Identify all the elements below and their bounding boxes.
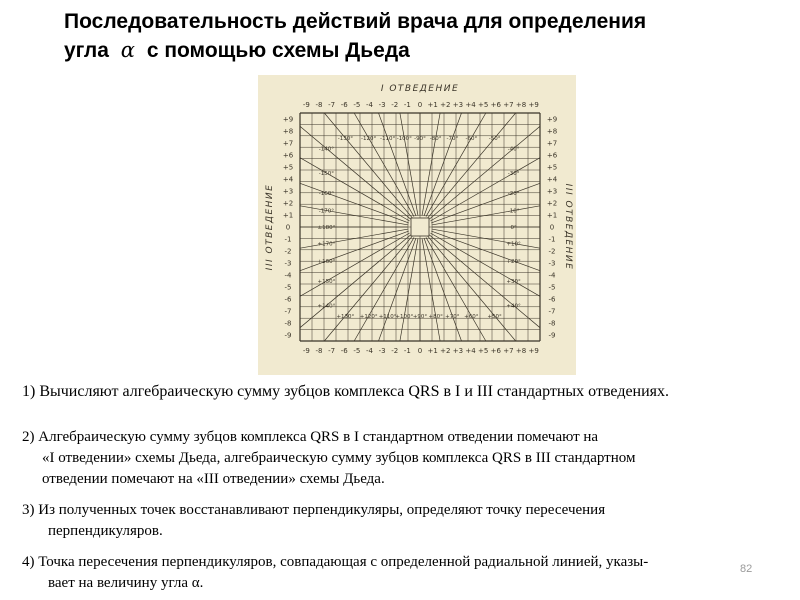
bottom-tick: +3 — [452, 347, 464, 355]
angle-label: +130° — [336, 313, 355, 320]
title-line-1: Последовательность действий врача для определения — [64, 10, 647, 33]
left-tick: +5 — [282, 163, 294, 172]
radial-line — [400, 113, 418, 215]
top-tick: +2 — [440, 101, 451, 109]
step-2 — [22, 427, 782, 490]
angle-label: -120° — [361, 136, 377, 143]
left-tick: -3 — [284, 259, 292, 268]
angle-label: -160° — [318, 190, 335, 197]
left-tick: +6 — [282, 151, 294, 160]
top-tick: -4 — [365, 101, 373, 109]
angle-label: 0° — [510, 225, 517, 231]
angle-label: +50° — [487, 313, 502, 320]
angle-label: -130° — [337, 136, 354, 143]
left-tick: +7 — [282, 139, 294, 148]
angle-label: -100° — [396, 136, 412, 143]
angle-label: +60° — [464, 313, 479, 320]
bottom-tick: -6 — [340, 347, 348, 355]
radial-line — [324, 236, 412, 341]
right-tick: -1 — [548, 235, 556, 244]
angle-label: +150° — [317, 279, 336, 286]
page-number: 82 — [740, 563, 753, 575]
title-line-2 — [64, 36, 764, 65]
slide-title — [64, 8, 764, 65]
top-tick: -1 — [403, 101, 411, 109]
radial-line — [422, 113, 440, 215]
right-tick: +6 — [546, 151, 558, 160]
step-3-line-1: 3) Из полученных точек восстанавливают перпендикуляры, определяют точку пересечения — [22, 502, 606, 518]
angle-label: +90° — [412, 313, 428, 320]
left-tick: +9 — [282, 115, 294, 124]
top-tick: +5 — [477, 101, 489, 109]
right-tick: +3 — [546, 187, 558, 196]
bottom-tick: -2 — [391, 347, 399, 355]
title-line-2-end: с помощью схемы Дьеда — [146, 39, 410, 62]
top-tick: -6 — [340, 101, 348, 109]
bottom-tick: +7 — [503, 347, 514, 355]
title-line-2-start: угла — [64, 39, 109, 62]
top-tick: +4 — [465, 101, 476, 109]
angle-label: -80° — [429, 136, 442, 143]
angle-label: +40° — [506, 303, 521, 310]
right-tick: 0 — [549, 223, 555, 232]
top-tick: -8 — [315, 101, 323, 109]
angle-label: +160° — [317, 259, 336, 266]
top-tick: -2 — [391, 101, 399, 109]
bottom-tick: -8 — [315, 347, 323, 355]
top-tick: +3 — [452, 101, 464, 109]
top-tick: +8 — [515, 101, 527, 109]
right-tick: +9 — [546, 115, 558, 124]
angle-label: ±180° — [317, 225, 336, 231]
top-tick: +6 — [490, 101, 501, 109]
step-4 — [22, 552, 782, 594]
angle-label: +100° — [395, 313, 414, 320]
step-3-line-2: перпендикуляров. — [48, 523, 163, 539]
angle-label: +170° — [317, 241, 336, 248]
right-tick: +2 — [546, 199, 558, 208]
right-tick: +7 — [546, 139, 558, 148]
angle-label: +70° — [445, 313, 460, 320]
angle-label: +140° — [317, 303, 336, 310]
radial-line — [324, 113, 412, 218]
left-tick: +8 — [282, 127, 294, 136]
bottom-tick: +8 — [515, 347, 527, 355]
left-tick: -5 — [284, 283, 292, 292]
right-tick: -8 — [548, 319, 556, 328]
bottom-tick: +5 — [477, 347, 489, 355]
top-tick: -7 — [328, 101, 336, 109]
bottom-tick: +4 — [465, 347, 476, 355]
top-tick: +1 — [427, 101, 438, 109]
left-tick: +1 — [282, 211, 294, 220]
right-tick: -4 — [548, 271, 556, 280]
bottom-tick: +6 — [490, 347, 501, 355]
radial-line — [428, 236, 516, 341]
angle-label: -150° — [318, 170, 335, 177]
angle-label: +10° — [506, 241, 521, 248]
right-tick: -9 — [548, 331, 556, 340]
bottom-tick: -3 — [378, 347, 386, 355]
angle-label: -110° — [380, 136, 396, 143]
right-tick: +8 — [546, 127, 558, 136]
angle-label: -50° — [488, 136, 501, 143]
right-axis-label: III ОТВЕДЕНИЕ — [563, 183, 573, 271]
right-tick: +1 — [546, 211, 558, 220]
angle-label: -40° — [507, 146, 520, 153]
right-tick: -5 — [548, 283, 556, 292]
step-3 — [22, 500, 782, 542]
alpha-symbol: α — [120, 38, 135, 62]
left-tick: -2 — [284, 247, 292, 256]
step-2-line-2: «I отведении» схемы Дьеда, алгебраическую сумму зубцов комплекса QRS в III стандартном — [42, 450, 636, 466]
top-tick: -9 — [302, 101, 310, 109]
angle-label: +80° — [428, 313, 443, 320]
bottom-tick: +1 — [427, 347, 438, 355]
step-2-line-1: 2) Алгебраическую сумму зубцов комплекса QRS в I стандартном отведении помечают на — [22, 429, 599, 445]
angle-label: -10° — [507, 208, 520, 215]
top-tick: -5 — [353, 101, 361, 109]
right-tick: -7 — [548, 307, 556, 316]
angle-label: +120° — [359, 313, 378, 320]
angle-label: +110° — [378, 313, 397, 320]
left-tick: +4 — [282, 175, 294, 184]
angle-label: -140° — [318, 146, 335, 153]
angle-label: -90° — [414, 136, 426, 143]
bottom-tick: -4 — [365, 347, 373, 355]
bottom-tick: -5 — [353, 347, 361, 355]
bottom-tick: 0 — [417, 347, 423, 355]
bottom-tick: -9 — [302, 347, 310, 355]
right-tick: -6 — [548, 295, 556, 304]
bottom-tick: -7 — [328, 347, 336, 355]
left-tick: -8 — [284, 319, 292, 328]
bottom-tick: +2 — [440, 347, 451, 355]
top-tick: -3 — [378, 101, 386, 109]
radial-line — [400, 239, 418, 341]
angle-label: -30° — [507, 170, 520, 177]
top-tick: +9 — [528, 101, 539, 109]
right-tick: -2 — [548, 247, 556, 256]
step-1: 1) Вычисляют алгебраическую сумму зубцов комплекса QRS в I и III стандартных отведениях. — [22, 383, 670, 400]
angle-label: +20° — [506, 259, 521, 266]
top-tick: +7 — [503, 101, 514, 109]
left-tick: -9 — [284, 331, 292, 340]
step-4-line-2: вает на величину угла α. — [48, 575, 204, 591]
right-tick: -3 — [548, 259, 556, 268]
angle-label: +30° — [506, 279, 521, 286]
left-tick: -6 — [284, 295, 292, 304]
left-tick: +2 — [282, 199, 294, 208]
left-tick: -1 — [284, 235, 292, 244]
top-tick: 0 — [417, 101, 423, 109]
bottom-tick: -1 — [403, 347, 411, 355]
center-box — [411, 218, 429, 236]
left-axis-label: III ОТВЕДЕНИЕ — [265, 183, 275, 271]
angle-label: -170° — [318, 208, 335, 215]
bottom-tick: +9 — [528, 347, 539, 355]
right-tick: +4 — [546, 175, 558, 184]
angle-label: -20° — [507, 190, 520, 197]
left-tick: 0 — [285, 223, 291, 232]
step-4-line-1: 4) Точка пересечения перпендикуляров, совпадающая с определенной радиальной линией, указы- — [22, 554, 649, 570]
step-2-line-3: отведении помечают на «III отведении» схемы Дьеда. — [42, 471, 385, 487]
left-tick: -7 — [284, 307, 292, 316]
diede-scheme-svg — [258, 75, 576, 375]
left-tick: -4 — [284, 271, 292, 280]
left-tick: +3 — [282, 187, 294, 196]
angle-label: -70° — [446, 136, 459, 143]
radial-line — [428, 113, 516, 218]
diede-scheme-figure — [258, 75, 576, 375]
top-axis-label: I ОТВЕДЕНИЕ — [380, 84, 460, 94]
radial-line — [422, 239, 440, 341]
angle-label: -60° — [465, 136, 478, 143]
right-tick: +5 — [546, 163, 558, 172]
